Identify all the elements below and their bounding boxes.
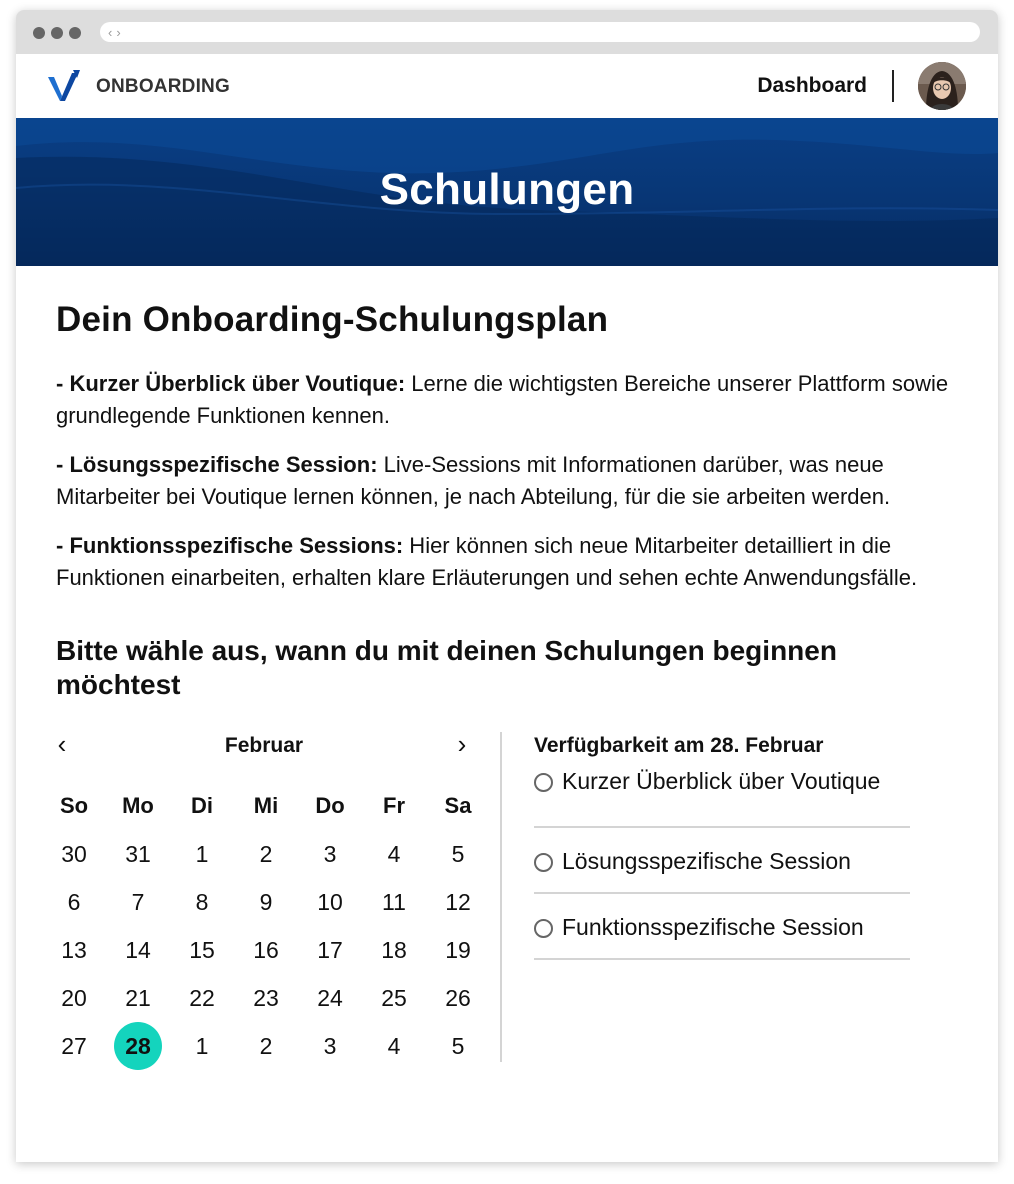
training-item-function [56, 530, 956, 594]
weekday-label: Fr [383, 793, 405, 818]
weekday-label: Sa [444, 793, 472, 818]
calendar-day[interactable]: 24 [317, 984, 343, 1011]
calendar-weekday-row [42, 782, 490, 830]
calendar-day[interactable]: 30 [61, 840, 87, 867]
weekday-label: Di [191, 793, 213, 818]
chevron-right-icon[interactable]: › [457, 729, 467, 759]
nav-divider [892, 70, 894, 102]
session-option-label: Funktionsspezifische Session [562, 914, 864, 940]
forward-arrow-icon[interactable]: › [116, 24, 121, 40]
training-item-title: - Funktionsspezifische Sessions: [56, 533, 404, 558]
calendar-header [56, 729, 476, 762]
calendar-day[interactable]: 1 [195, 840, 209, 867]
chevron-left-icon[interactable]: ‹ [57, 729, 67, 759]
session-option-label: Kurzer Überblick über Voutique [562, 768, 881, 794]
radio-button[interactable] [534, 919, 553, 938]
date-picker-calendar [56, 729, 476, 1059]
browser-chrome [16, 10, 998, 54]
browser-window [16, 10, 998, 1162]
schedule-heading: Bitte wähle aus, wann du mit deinen Schulungen beginnen möchtest [56, 635, 837, 700]
calendar-day[interactable]: 16 [253, 936, 279, 963]
session-option-solution[interactable] [534, 828, 910, 894]
user-avatar[interactable] [918, 62, 966, 110]
training-item-text: Lerne die wichtigsten Bereiche unserer Plattform sowie grundlegende Funktionen kennen. [56, 371, 949, 428]
calendar-week-row [42, 974, 490, 1022]
availability-panel [534, 732, 910, 960]
calendar-day[interactable]: 2 [259, 1032, 273, 1059]
availability-title: Verfügbarkeit am 28. Februar [534, 734, 824, 757]
calendar-day-selected[interactable]: 28 [106, 1022, 170, 1070]
calendar-day[interactable]: 3 [323, 1032, 337, 1059]
training-item-title: - Kurzer Überblick über Voutique: [56, 371, 406, 396]
calendar-day[interactable]: 11 [382, 888, 406, 915]
calendar-day[interactable]: 19 [445, 936, 471, 963]
radio-button[interactable] [534, 773, 553, 792]
calendar-grid [42, 782, 490, 1070]
training-plan-heading: Dein Onboarding-Schulungsplan [56, 300, 609, 339]
session-option-overview[interactable] [534, 758, 910, 828]
calendar-day[interactable]: 1 [195, 1032, 209, 1059]
section-divider [500, 732, 502, 1062]
calendar-day[interactable]: 2 [259, 840, 273, 867]
calendar-day[interactable]: 12 [445, 888, 471, 915]
training-item-overview [56, 368, 956, 432]
page-banner-title: Schulungen [379, 165, 635, 214]
dashboard-link[interactable]: Dashboard [757, 74, 867, 97]
booking-section [56, 729, 958, 1072]
calendar-day[interactable]: 20 [61, 984, 87, 1011]
weekday-label: Do [315, 793, 345, 818]
training-item-title: - Lösungsspezifische Session: [56, 452, 378, 477]
window-dot-minimize[interactable] [51, 27, 63, 39]
calendar-day[interactable]: 14 [125, 936, 151, 963]
calendar-day[interactable]: 27 [61, 1032, 87, 1059]
calendar-day[interactable]: 4 [387, 1032, 401, 1059]
calendar-day[interactable]: 8 [195, 888, 209, 915]
calendar-day[interactable]: 23 [253, 984, 279, 1011]
weekday-label: Mo [122, 793, 154, 818]
calendar-day[interactable]: 5 [451, 1032, 465, 1059]
window-controls [33, 27, 81, 39]
hero-banner [16, 118, 998, 266]
back-arrow-icon[interactable]: ‹ [108, 24, 113, 40]
main-content [16, 300, 998, 1072]
calendar-day[interactable]: 10 [317, 888, 343, 915]
training-item-solution [56, 449, 956, 513]
session-option-label: Lösungsspezifische Session [562, 848, 851, 874]
window-dot-close[interactable] [33, 27, 45, 39]
user-photo-icon [918, 62, 966, 110]
calendar-day[interactable]: 9 [259, 888, 273, 915]
session-option-function[interactable] [534, 894, 910, 960]
top-navigation [16, 54, 998, 118]
weekday-label: So [59, 793, 89, 818]
calendar-day[interactable]: 13 [61, 936, 87, 963]
brand-name: ONBOARDING [96, 76, 230, 97]
calendar-day[interactable]: 4 [387, 840, 401, 867]
voutique-logo-icon[interactable] [47, 69, 81, 103]
weekday-label: Mi [253, 793, 279, 818]
radio-button[interactable] [534, 853, 553, 872]
calendar-day[interactable]: 3 [323, 840, 337, 867]
calendar-day[interactable]: 18 [381, 936, 407, 963]
calendar-day[interactable]: 22 [189, 984, 215, 1011]
calendar-day[interactable]: 21 [125, 984, 151, 1011]
calendar-day[interactable]: 17 [317, 936, 343, 963]
calendar-day[interactable]: 7 [131, 888, 145, 915]
calendar-week-row [42, 878, 490, 926]
calendar-day[interactable]: 6 [67, 888, 81, 915]
calendar-week-row [42, 830, 490, 878]
calendar-day[interactable]: 26 [445, 984, 471, 1011]
calendar-day[interactable]: 25 [381, 984, 407, 1011]
calendar-day[interactable]: 15 [189, 936, 215, 963]
training-item-text: Hier können sich neue Mitarbeiter detailliert in die Funktionen einarbeiten, erhalten klare Erläuterungen und sehen echte Anwendungsfälle. [56, 533, 918, 590]
window-dot-maximize[interactable] [69, 27, 81, 39]
calendar-month-label: Februar [224, 734, 304, 757]
calendar-week-row [42, 1022, 490, 1070]
calendar-day[interactable]: 5 [451, 840, 465, 867]
calendar-week-row [42, 926, 490, 974]
training-item-text: Live-Sessions mit Informationen darüber, was neue Mitarbeiter bei Voutique lernen können, je nach Abteilung, für die sie arbeiten werden. [56, 452, 891, 509]
calendar-day[interactable]: 31 [125, 840, 151, 867]
address-bar[interactable] [100, 22, 980, 42]
